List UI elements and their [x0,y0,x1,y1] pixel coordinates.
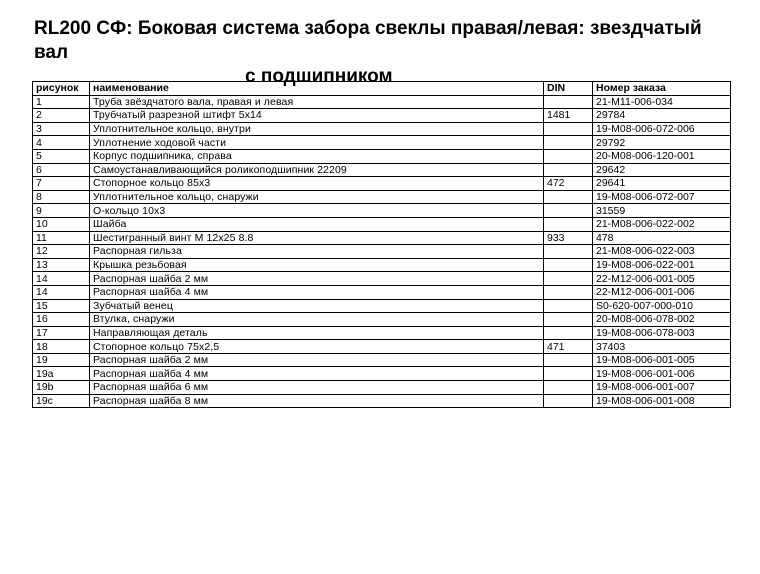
cell-order-number: 19-M08-006-022-001 [593,258,731,272]
page-title [34,17,734,89]
cell-name: Распорная шайба 4 мм [90,285,544,299]
cell-figure: 4 [33,136,90,150]
cell-din [544,190,593,204]
page-title-line1: RL200 СФ: Боковая система забора свеклы правая/левая: звездчатый вал [34,18,702,63]
cell-din [544,258,593,272]
cell-name: Труба звёздчатого вала, правая и левая [90,95,544,109]
table-row [33,109,731,123]
cell-name: Шестигранный винт М 12x25 8.8 [90,231,544,245]
cell-din [544,149,593,163]
cell-din [544,313,593,327]
cell-din [544,204,593,218]
cell-figure: 1 [33,95,90,109]
cell-din: 1481 [544,109,593,123]
cell-order-number: 21-M08-006-022-003 [593,245,731,259]
table-header-row [33,82,731,96]
cell-figure: 8 [33,190,90,204]
table-row [33,163,731,177]
cell-order-number: 20-M08-006-078-002 [593,313,731,327]
table-row [33,367,731,381]
cell-figure: 15 [33,299,90,313]
cell-order-number: 19-M08-006-001-005 [593,353,731,367]
cell-figure: 2 [33,109,90,123]
cell-name: Уплотнительное кольцо, снаружи [90,190,544,204]
cell-name: О-кольцо 10x3 [90,204,544,218]
table-body [33,95,731,408]
table-row [33,326,731,340]
cell-name: Уплотнительное кольцо, внутри [90,122,544,136]
cell-din [544,163,593,177]
cell-din [544,326,593,340]
cell-figure: 5 [33,149,90,163]
cell-figure: 19a [33,367,90,381]
cell-name: Крышка резьбовая [90,258,544,272]
cell-order-number: 19-M08-006-001-007 [593,381,731,395]
cell-name: Распорная шайба 2 мм [90,272,544,286]
cell-order-number: 478 [593,231,731,245]
cell-figure: 13 [33,258,90,272]
table-row [33,272,731,286]
parts-table [32,81,731,408]
page-title-line2: с подшипником [245,66,393,87]
table-row [33,381,731,395]
cell-din [544,285,593,299]
cell-din [544,353,593,367]
column-header-figure: рисунок [33,82,90,96]
column-header-name: наименование [90,82,544,96]
cell-figure: 9 [33,204,90,218]
cell-order-number: 31559 [593,204,731,218]
cell-figure: 19b [33,381,90,395]
cell-name: Трубчатый разрезной штифт 5x14 [90,109,544,123]
cell-order-number: 19-M08-006-001-006 [593,367,731,381]
table-row [33,136,731,150]
cell-figure: 7 [33,177,90,191]
cell-din [544,136,593,150]
table-row [33,353,731,367]
table-row [33,177,731,191]
cell-figure: 6 [33,163,90,177]
cell-order-number: 21-M11-006-034 [593,95,731,109]
cell-name: Распорная шайба 8 мм [90,394,544,408]
cell-din: 471 [544,340,593,354]
cell-figure: 18 [33,340,90,354]
table-row [33,340,731,354]
cell-order-number: 29784 [593,109,731,123]
cell-name: Распорная шайба 6 мм [90,381,544,395]
cell-order-number: 19-M08-006-072-006 [593,122,731,136]
cell-name: Стопорное кольцо 75x2,5 [90,340,544,354]
cell-order-number: 29792 [593,136,731,150]
cell-name: Зубчатый венец [90,299,544,313]
cell-name: Шайба [90,217,544,231]
table-row [33,394,731,408]
cell-name: Самоустанавливающийся роликоподшипник 22209 [90,163,544,177]
cell-figure: 10 [33,217,90,231]
cell-din [544,217,593,231]
table-row [33,204,731,218]
cell-order-number: 22-M12-006-001-006 [593,285,731,299]
table-row [33,313,731,327]
cell-name: Распорная шайба 4 мм [90,367,544,381]
cell-figure: 19 [33,353,90,367]
table-row [33,217,731,231]
cell-name: Направляющая деталь [90,326,544,340]
cell-order-number: 29642 [593,163,731,177]
cell-order-number: 19-M08-006-078-003 [593,326,731,340]
cell-din [544,272,593,286]
cell-name: Распорная гильза [90,245,544,259]
table-row [33,149,731,163]
table-row [33,245,731,259]
cell-figure: 3 [33,122,90,136]
cell-name: Корпус подшипника, справа [90,149,544,163]
cell-order-number: S0-620-007-000-010 [593,299,731,313]
cell-order-number: 22-M12-006-001-005 [593,272,731,286]
cell-figure: 17 [33,326,90,340]
cell-din [544,95,593,109]
cell-din [544,245,593,259]
cell-din [544,367,593,381]
table-row [33,258,731,272]
table-row [33,95,731,109]
cell-din [544,381,593,395]
table-row [33,231,731,245]
cell-name: Уплотнение ходовой части [90,136,544,150]
cell-name: Стопорное кольцо 85x3 [90,177,544,191]
cell-din: 472 [544,177,593,191]
cell-figure: 16 [33,313,90,327]
cell-figure: 19c [33,394,90,408]
cell-order-number: 37403 [593,340,731,354]
cell-name: Втулка, снаружи [90,313,544,327]
cell-din [544,299,593,313]
table-row [33,190,731,204]
cell-order-number: 19-M08-006-072-007 [593,190,731,204]
cell-figure: 11 [33,231,90,245]
cell-order-number: 20-M08-006-120-001 [593,149,731,163]
table-row [33,285,731,299]
cell-din [544,122,593,136]
cell-figure: 14 [33,285,90,299]
cell-figure: 14 [33,272,90,286]
cell-order-number: 21-M08-006-022-002 [593,217,731,231]
cell-din: 933 [544,231,593,245]
cell-din [544,394,593,408]
column-header-din: DIN [544,82,593,96]
cell-order-number: 29641 [593,177,731,191]
column-header-order: Номер заказа [593,82,731,96]
table-row [33,122,731,136]
cell-name: Распорная шайба 2 мм [90,353,544,367]
cell-figure: 12 [33,245,90,259]
cell-order-number: 19-M08-006-001-008 [593,394,731,408]
table-row [33,299,731,313]
